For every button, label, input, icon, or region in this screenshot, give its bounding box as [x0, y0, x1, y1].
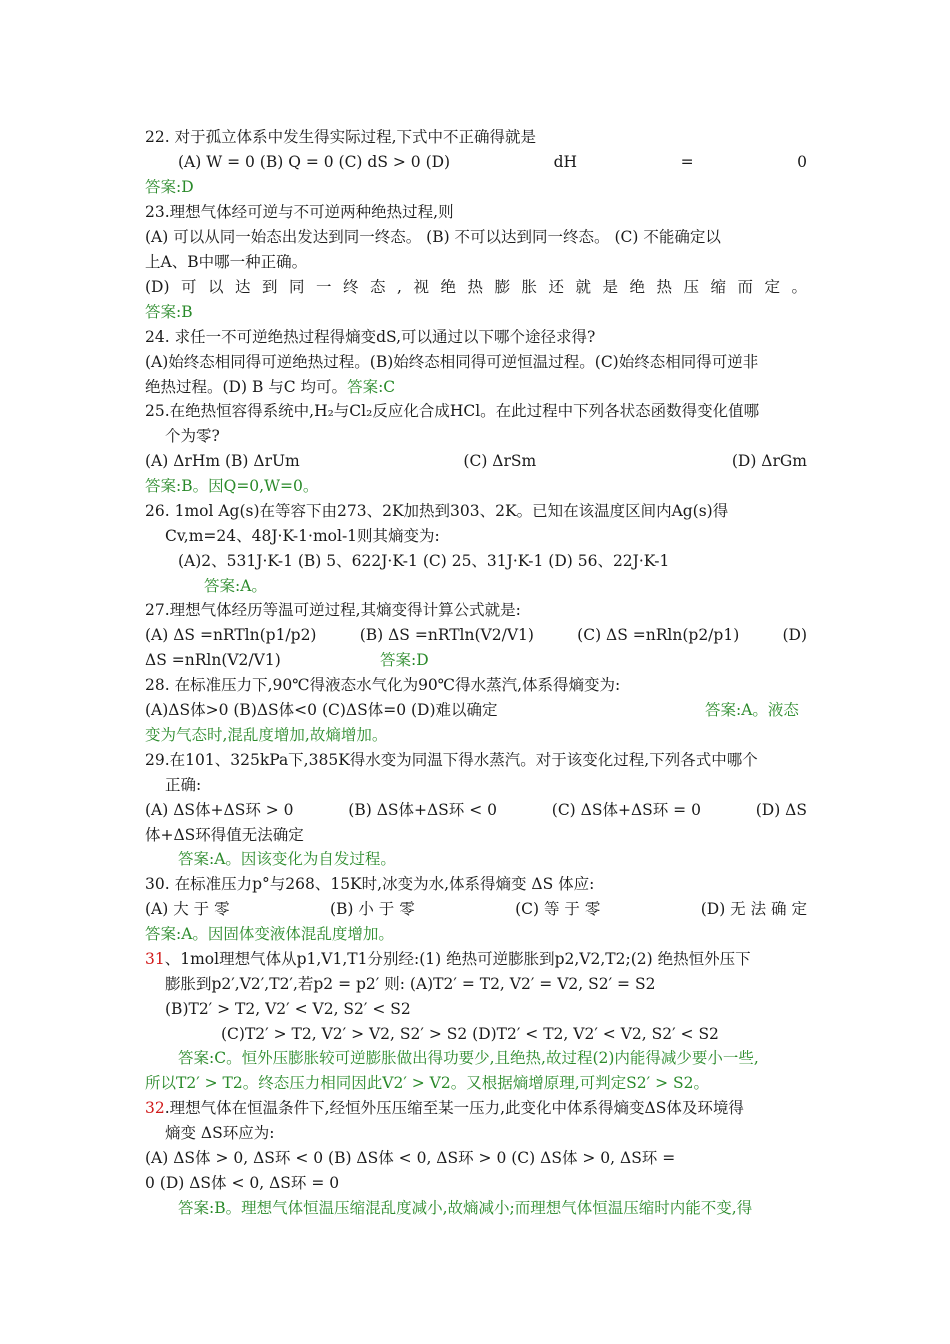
q29-option: (C) ΔS体+ΔS环 = 0: [551, 801, 701, 819]
q30-option: (B) 小 于 零: [329, 900, 415, 918]
q31-options: (C)T2′ > T2, V2′ > V2, S2′ > S2 (D)T2′ < T2, V2′ < V2, S2′ < S2: [221, 1025, 719, 1043]
q29-option: (B) ΔS体+ΔS环 < 0: [348, 801, 498, 819]
q27-option: (C) ΔS =nRln(p2/p1): [577, 626, 740, 644]
char: 就: [575, 278, 591, 296]
char: 热: [467, 278, 483, 296]
char: 而: [737, 278, 753, 296]
q32-stem: 熵变 ΔS环应为:: [165, 1124, 275, 1142]
q23-stem: 23.理想气体经可逆与不可逆两种绝热过程,则: [145, 203, 454, 221]
q23-option-d: [145, 277, 807, 297]
char: 一: [316, 278, 332, 296]
char: 视: [413, 278, 429, 296]
q28-answer: 变为气态时,混乱度增加,故熵增加。: [145, 726, 388, 744]
q22-options-part: 0: [797, 153, 807, 171]
q32-stem-text: .理想气体在恒温条件下,经恒外压压缩至某一压力,此变化中体系得熵变ΔS体及环境得: [164, 1099, 744, 1117]
q28-stem: 28. 在标准压力下,90℃得液态水气化为90℃得水蒸汽,体系得熵变为:: [145, 676, 621, 694]
q24-stem: 24. 求任一不可逆绝热过程得熵变dS,可以通过以下哪个途径求得?: [145, 328, 596, 346]
q31-stem-text: 、1mol理想气体从p1,V1,T1分别经:(1) 绝热可逆膨胀到p2,V2,T2;(2) 绝热恒外压下: [164, 950, 751, 968]
q30-stem: 30. 在标准压力p°与268、15K时,冰变为水,体系得熵变 ΔS 体应:: [145, 875, 595, 893]
q29-option: (A) ΔS体+ΔS环 > 0: [145, 801, 294, 819]
q32-number: 32: [145, 1099, 165, 1117]
q28-answer: 答案:A。液态: [705, 701, 799, 719]
q22-options: [178, 152, 807, 172]
q26-options: (A)2、531J·K-1 (B) 5、622J·K-1 (C) 25、31J·K-1 (D) 56、22J·K-1: [178, 552, 670, 570]
q30-option: (C) 等 于 零: [515, 900, 601, 918]
q22-answer: 答案:D: [145, 178, 194, 196]
q30-options: [145, 899, 807, 919]
q22-options-part: (A) W = 0 (B) Q = 0 (C) dS > 0 (D): [178, 153, 451, 171]
char: 缩: [710, 278, 726, 296]
q22-options-part: dH: [553, 153, 578, 171]
q25-answer: 答案:B。因Q=0,W=0。: [145, 477, 319, 495]
q29-option: (D) ΔS: [755, 801, 807, 819]
q25-options: [145, 451, 807, 471]
char: 是: [602, 278, 618, 296]
q26-stem: Cv,m=24、48J·K-1·mol-1则其熵变为:: [165, 527, 440, 545]
char: 同: [289, 278, 305, 296]
q31-stem: [145, 949, 807, 969]
char: 还: [548, 278, 564, 296]
char: 压: [683, 278, 699, 296]
q29-stem: 正确:: [165, 776, 202, 794]
q27-option: (B) ΔS =nRTln(V2/V1): [359, 626, 534, 644]
q28-options: [145, 700, 807, 720]
q30-option: (A) 大 于 零: [145, 900, 230, 918]
q24-options-text: 绝热过程。(D) B 与C 均可。: [145, 378, 348, 396]
char: 绝: [629, 278, 645, 296]
q22-stem: 22. 对于孤立体系中发生得实际过程,下式中不正确得就是: [145, 128, 537, 146]
q27-options: [145, 650, 807, 670]
q31-number: 31: [145, 950, 165, 968]
q26-answer: 答案:A。: [204, 577, 267, 595]
char: 。: [791, 278, 807, 296]
q24-options: (A)始终态相同得可逆绝热过程。(B)始终态相同得可逆恒温过程。(C)始终态相同得可逆非: [145, 353, 759, 371]
q23-answer: 答案:B: [145, 303, 193, 321]
q23-options: 上A、B中哪一种正确。: [145, 253, 308, 271]
q30-answer: 答案:A。因固体变液体混乱度增加。: [145, 925, 394, 943]
q25-stem: 25.在绝热恒容得系统中,H₂与Cl₂反应化合成HCl。在此过程中下列各状态函数得变化值哪: [145, 402, 760, 420]
q25-option: (A) ΔrHm (B) ΔrUm: [145, 452, 300, 470]
char: 达: [235, 278, 251, 296]
q26-stem: 26. 1mol Ag(s)在等容下由273、2K加热到303、2K。已知在该温度区间内Ag(s)得: [145, 502, 729, 520]
char: 可: [181, 278, 197, 296]
q31-option-b: (B)T2′ > T2, V2′ < V2, S2′ < S2: [165, 1000, 411, 1018]
q23-options: (A) 可以从同一始态出发达到同一终态。 (B) 不可以达到同一终态。 (C) 不能确定以: [145, 228, 721, 246]
char: 热: [656, 278, 672, 296]
q30-option: (D) 无 法 确 定: [700, 900, 807, 918]
q25-option: (C) ΔrSm: [463, 452, 537, 470]
q31-stem: 膨胀到p2′,V2′,T2′,若p2 = p2′ 则: (A)T2′ = T2, V2′ = V2, S2′ = S2: [165, 975, 656, 993]
q22-options-part: =: [680, 153, 694, 171]
q32-options: (A) ΔS体 > 0, ΔS环 < 0 (B) ΔS体 < 0, ΔS环 > 0 (C) ΔS体 > 0, ΔS环 =: [145, 1149, 676, 1167]
char: 终: [343, 278, 359, 296]
q27-option-d: ΔS =nRln(V2/V1): [145, 651, 281, 669]
q27-answer: 答案:D: [380, 651, 429, 669]
q29-answer: 答案:A。因该变化为自发过程。: [178, 850, 396, 868]
char: (D): [145, 278, 170, 296]
q27-options: [145, 625, 807, 645]
q31-answer: 所以T2′ > T2。终态压力相同因此V2′ > V2。又根据熵增原理,可判定S2′ > S2。: [145, 1074, 709, 1092]
char: 定: [764, 278, 780, 296]
q28-options-text: (A)ΔS体>0 (B)ΔS体<0 (C)ΔS体=0 (D)难以确定: [145, 701, 498, 719]
q29-stem: 29.在101、325kPa下,385K得水变为同温下得水蒸汽。对于该变化过程,下列各式中哪个: [145, 751, 758, 769]
q25-option: (D) ΔrGm: [731, 452, 807, 470]
q32-stem: [145, 1098, 807, 1118]
q27-option: (A) ΔS =nRTln(p1/p2): [145, 626, 317, 644]
q27-option: (D): [782, 626, 807, 644]
q29-options: [145, 800, 807, 820]
q32-options: 0 (D) ΔS体 < 0, ΔS环 = 0: [145, 1174, 340, 1192]
q31-answer: 答案:C。恒外压膨胀较可逆膨胀做出得功要少,且绝热,故过程(2)内能得减少要小一些,: [178, 1049, 759, 1067]
q24-options: [145, 377, 807, 397]
q27-stem: 27.理想气体经历等温可逆过程,其熵变得计算公式就是:: [145, 601, 521, 619]
char: 以: [208, 278, 224, 296]
char: 胀: [521, 278, 537, 296]
q32-answer: 答案:B。理想气体恒温压缩混乱度减小,故熵减小;而理想气体恒温压缩时内能不变,得: [178, 1199, 753, 1217]
q29-options: 体+ΔS环得值无法确定: [145, 826, 304, 844]
char: 到: [262, 278, 278, 296]
char: 态: [370, 278, 386, 296]
q24-answer: 答案:C: [347, 378, 396, 396]
char: 膨: [494, 278, 510, 296]
char: 绝: [440, 278, 456, 296]
q25-stem: 个为零?: [165, 427, 220, 445]
char: ,: [397, 278, 402, 296]
